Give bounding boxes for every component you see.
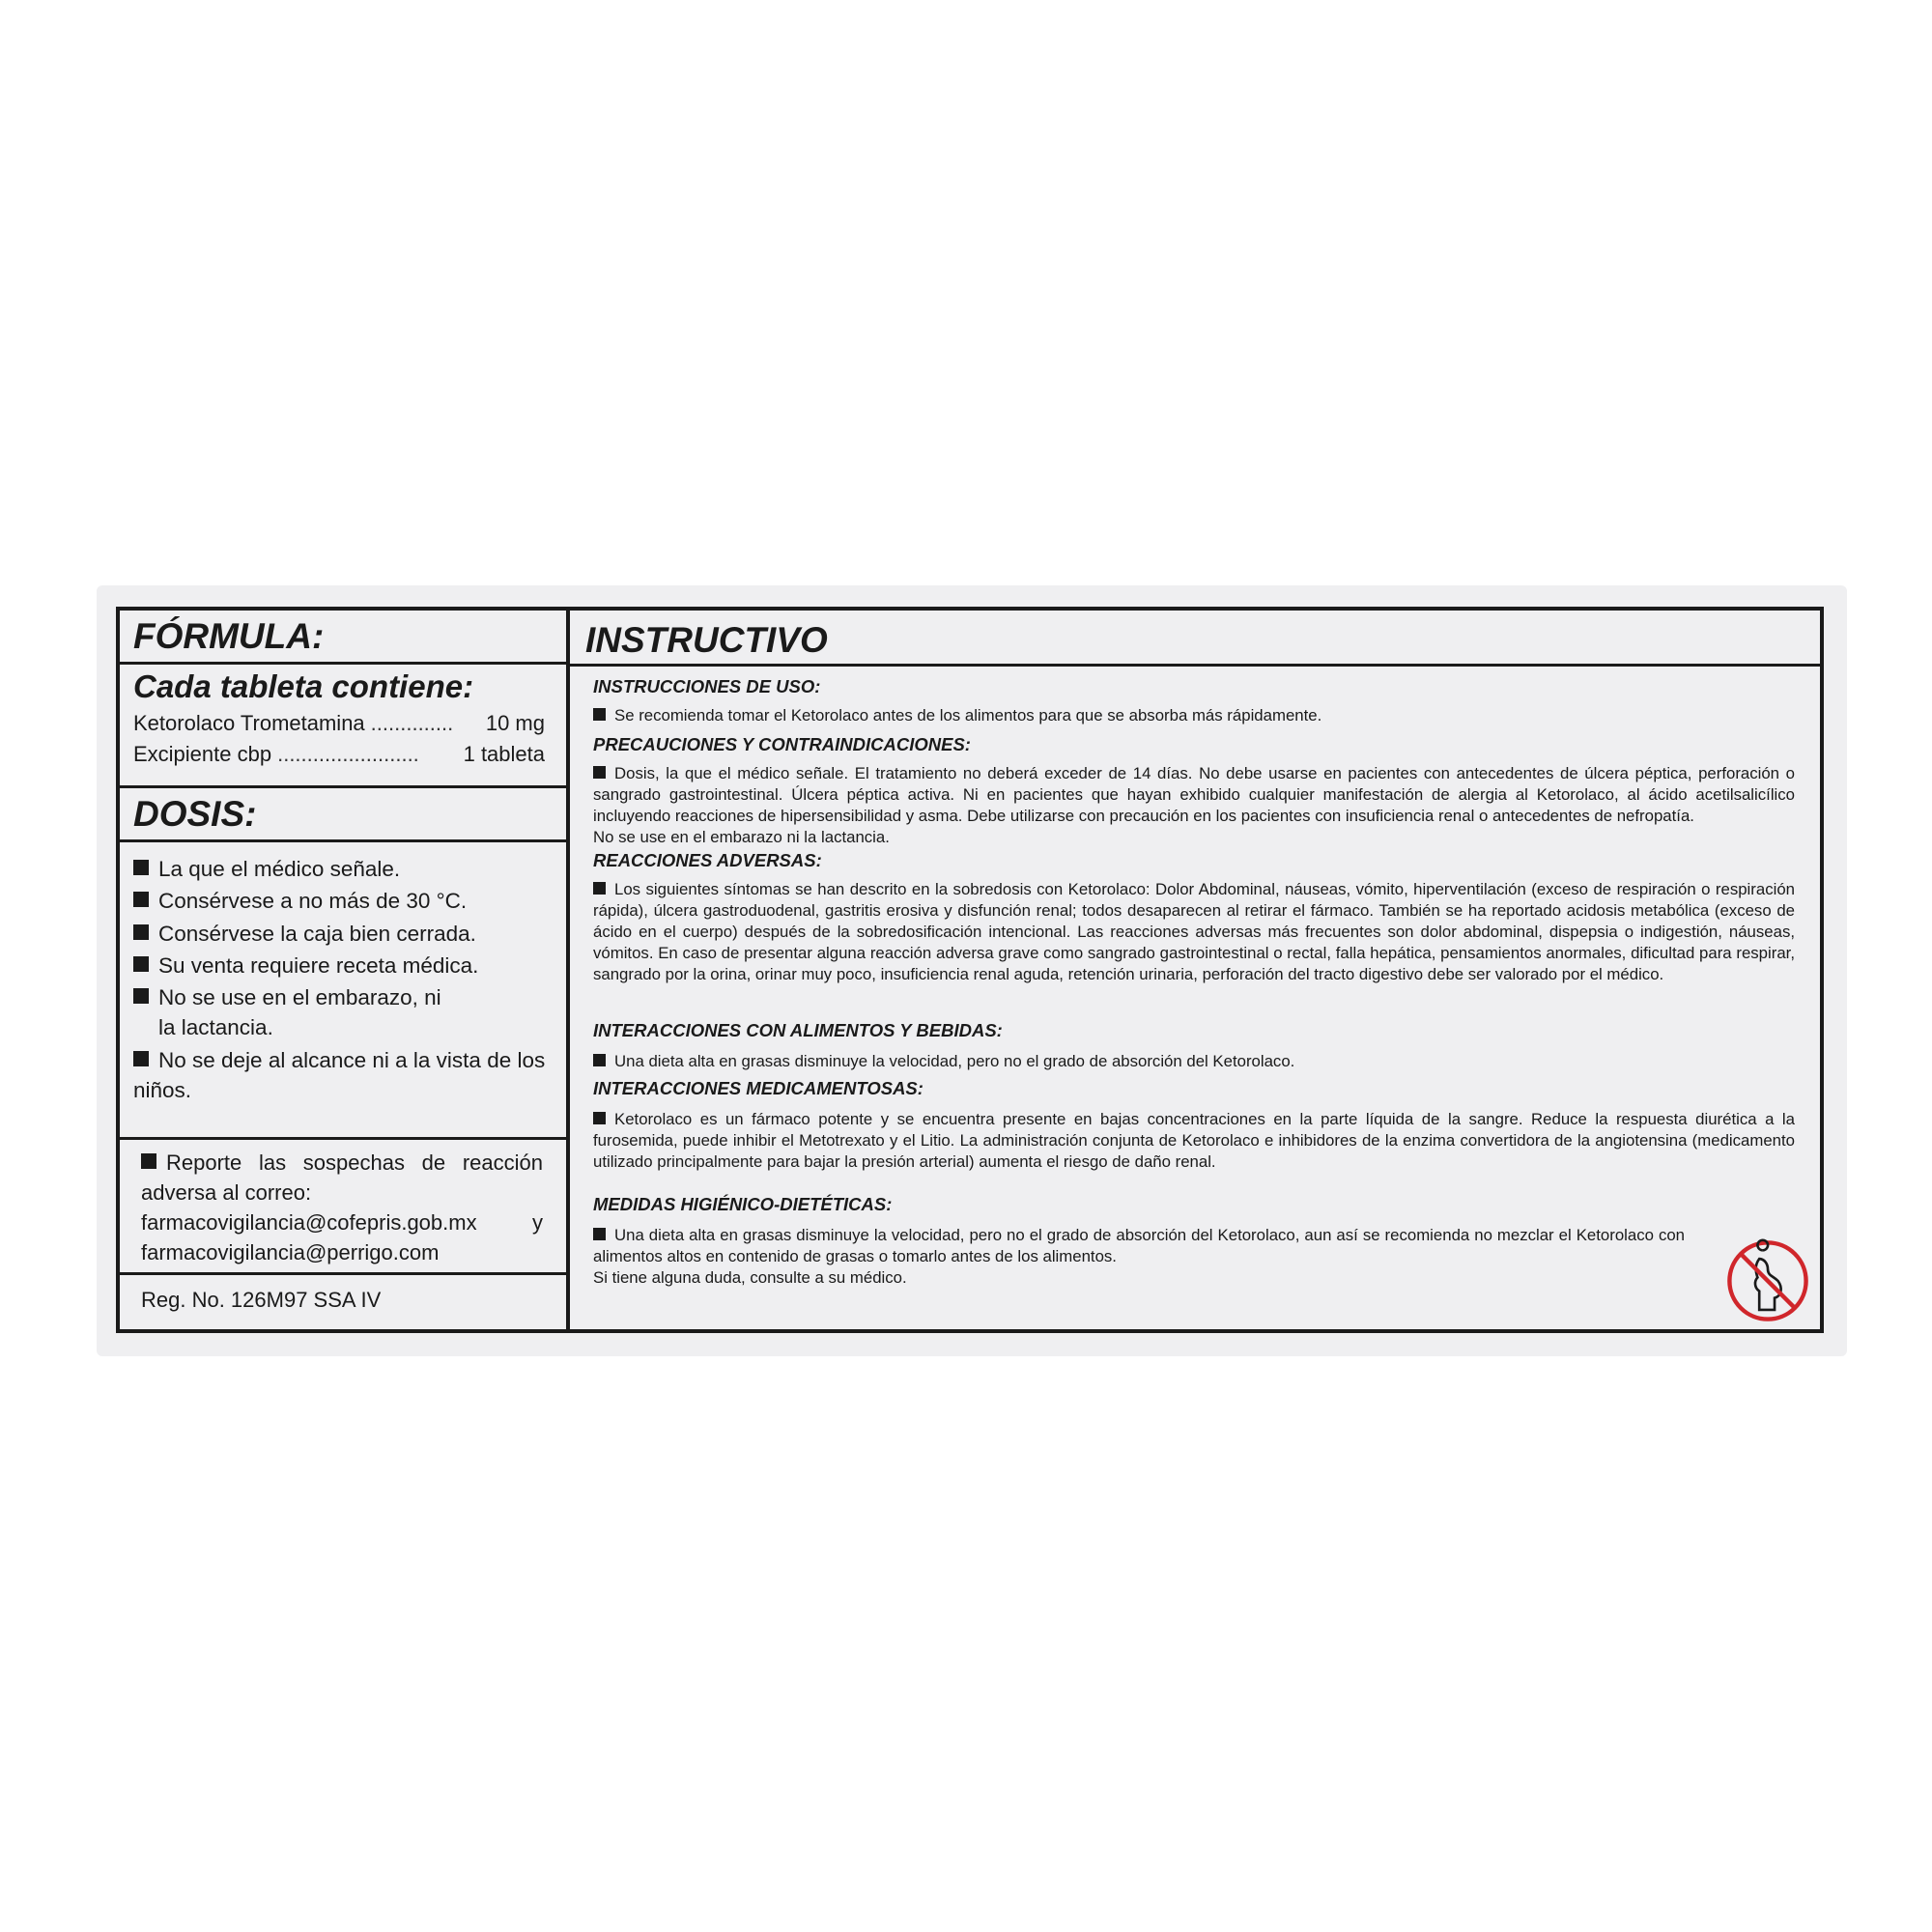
instructivo-title: INSTRUCTIVO — [585, 620, 828, 660]
section-heading: MEDIDAS HIGIÉNICO-DIETÉTICAS: — [593, 1194, 893, 1214]
report-email-row — [141, 1208, 543, 1237]
instructivo-header — [570, 611, 1820, 667]
section-heading: REACCIONES ADVERSAS: — [593, 850, 822, 870]
ingredient-name: Ketorolaco Trometamina — [133, 711, 365, 735]
ingredient-amount: 1 tableta — [463, 742, 545, 766]
bullet-square-icon — [133, 892, 149, 907]
dosis-item: No se deje al alcance ni a la vista de los niños. — [133, 1048, 546, 1102]
bullet-square-icon — [133, 1051, 149, 1066]
section-text: Una dieta alta en grasas disminuye la velocidad, pero no el grado de absorción del Ketorolaco. — [593, 1051, 1795, 1072]
section-heading: INTERACCIONES CON ALIMENTOS Y BEBIDAS: — [593, 1020, 1003, 1040]
section-text: Los siguientes síntomas se han descrito en la sobredosis con Ketorolaco: Dolor Abdominal, náuseas, vómito, hiperventilación (exceso de respiración o respiración rápida), úlcera gastroduodenal, gastritis erosiva y disfunción renal; todos desaparecen al retirar el fármaco. También se ha reportado acidosis metabólica (exceso de ácido en el cuerpo) después de la sobredosificación intencional. Las reacciones adversas más frecuentes son dolor abdominal, dispepsia o indigestión, náuseas, vómitos. En caso de presentar alguna reacción adversa grave como sangrado gastrointestinal o rectal, falla hepática, pensamientos anormales, dificultad para respirar, sangrado por la orina, orinar muy poco, insuficiencia renal aguda, retención urinaria, perforación del tracto digestivo debe ser valorado por el médico. — [593, 880, 1795, 983]
bullet-square-icon — [593, 766, 606, 779]
formula-body — [120, 665, 566, 788]
label-frame — [116, 607, 1824, 1333]
report-text-cont: adversa al correo: — [141, 1180, 312, 1205]
report-text: Reporte las sospechas de reacción — [141, 1148, 543, 1178]
report-section — [120, 1140, 566, 1275]
dosis-item: Consérvese la caja bien cerrada. — [133, 919, 549, 949]
dosis-header — [120, 788, 566, 842]
ingredient-name: Excipiente cbp — [133, 742, 272, 766]
formula-row — [133, 711, 545, 736]
ingredient-amount: 10 mg — [485, 711, 545, 735]
left-column — [120, 611, 570, 1329]
dosis-item: Consérvese a no más de 30 °C. — [133, 886, 549, 916]
bullet-square-icon — [133, 924, 149, 940]
section-heading: PRECAUCIONES Y CONTRAINDICACIONES: — [593, 734, 971, 754]
section-text: Se recomienda tomar el Ketorolaco antes de los alimentos para que se absorba más rápidamente. — [593, 705, 1795, 726]
registration-number: Reg. No. 126M97 SSA IV — [141, 1288, 382, 1312]
formula-header — [120, 611, 566, 665]
dosis-body — [120, 842, 566, 1140]
email-link-perrigo[interactable]: farmacovigilancia@perrigo.com — [141, 1240, 440, 1264]
formula-row — [133, 742, 545, 767]
section-text: Una dieta alta en grasas disminuye la velocidad, pero no el grado de absorción del Ketorolaco, aun así se recomienda no mezclar el Ketorolaco con alimentos altos en contenido de grasas o tomarlo antes de los alimentos. Si tiene alguna duda, consulte a su médico. — [593, 1226, 1685, 1287]
bullet-square-icon — [133, 860, 149, 875]
bullet-square-icon — [133, 988, 149, 1004]
dosis-item: No se use en el embarazo, ni la lactancia. — [133, 982, 448, 1042]
bullet-square-icon — [593, 1112, 606, 1124]
conjunction: y — [532, 1210, 543, 1235]
registration-box — [120, 1275, 566, 1329]
bullet-square-icon — [141, 1153, 156, 1169]
bullet-square-icon — [593, 1054, 606, 1066]
right-column — [570, 611, 1820, 1329]
leader-dots: .............. — [370, 711, 454, 735]
section-text: Ketorolaco es un fármaco potente y se encuentra presente en bajas concentraciones en la parte líquida de la sangre. Reduce la respuesta diurética a la furosemida, puede inhibir el Metotrexato y el Litio. La administración conjunta de Ketorolaco e inhibidores de la enzima convertidora de la angiotensina (medicamento utilizado principalmente para bajar la presión arterial) aumenta el riesgo de daño renal. — [593, 1110, 1795, 1171]
section-heading: INTERACCIONES MEDICAMENTOSAS: — [593, 1078, 923, 1098]
formula-subtitle: Cada tableta contiene: — [133, 668, 474, 704]
dosis-title: DOSIS: — [133, 794, 257, 834]
email-link-cofepris[interactable]: farmacovigilancia@cofepris.gob.mx — [141, 1210, 477, 1235]
section-heading: INSTRUCCIONES DE USO: — [593, 676, 821, 696]
bullet-square-icon — [593, 882, 606, 895]
section-text: Dosis, la que el médico señale. El tratamiento no deberá exceder de 14 días. No debe usarse en pacientes con antecedentes de úlcera péptica, perforación o sangrado gastrointestinal. Úlcera péptica activa. Ni en pacientes que hayan exhibido cualquier manifestación de alergia al Ketorolaco, al ácido acetilsalicílico incluyendo reacciones de hipersensibilidad y asma. Debe utilizarse con precaución en los pacientes con insuficiencia renal o antecedentes de nefropatía. No se use en el embarazo ni la lactancia. — [593, 764, 1795, 846]
bullet-square-icon — [593, 1228, 606, 1240]
bullet-square-icon — [593, 708, 606, 721]
dosis-item: La que el médico señale. — [133, 854, 549, 884]
no-pregnancy-icon — [1725, 1238, 1810, 1323]
package-label — [97, 585, 1847, 1356]
leader-dots: ........................ — [277, 742, 419, 766]
dosis-item: Su venta requiere receta médica. — [133, 951, 549, 980]
bullet-square-icon — [133, 956, 149, 972]
formula-title: FÓRMULA: — [133, 616, 325, 656]
